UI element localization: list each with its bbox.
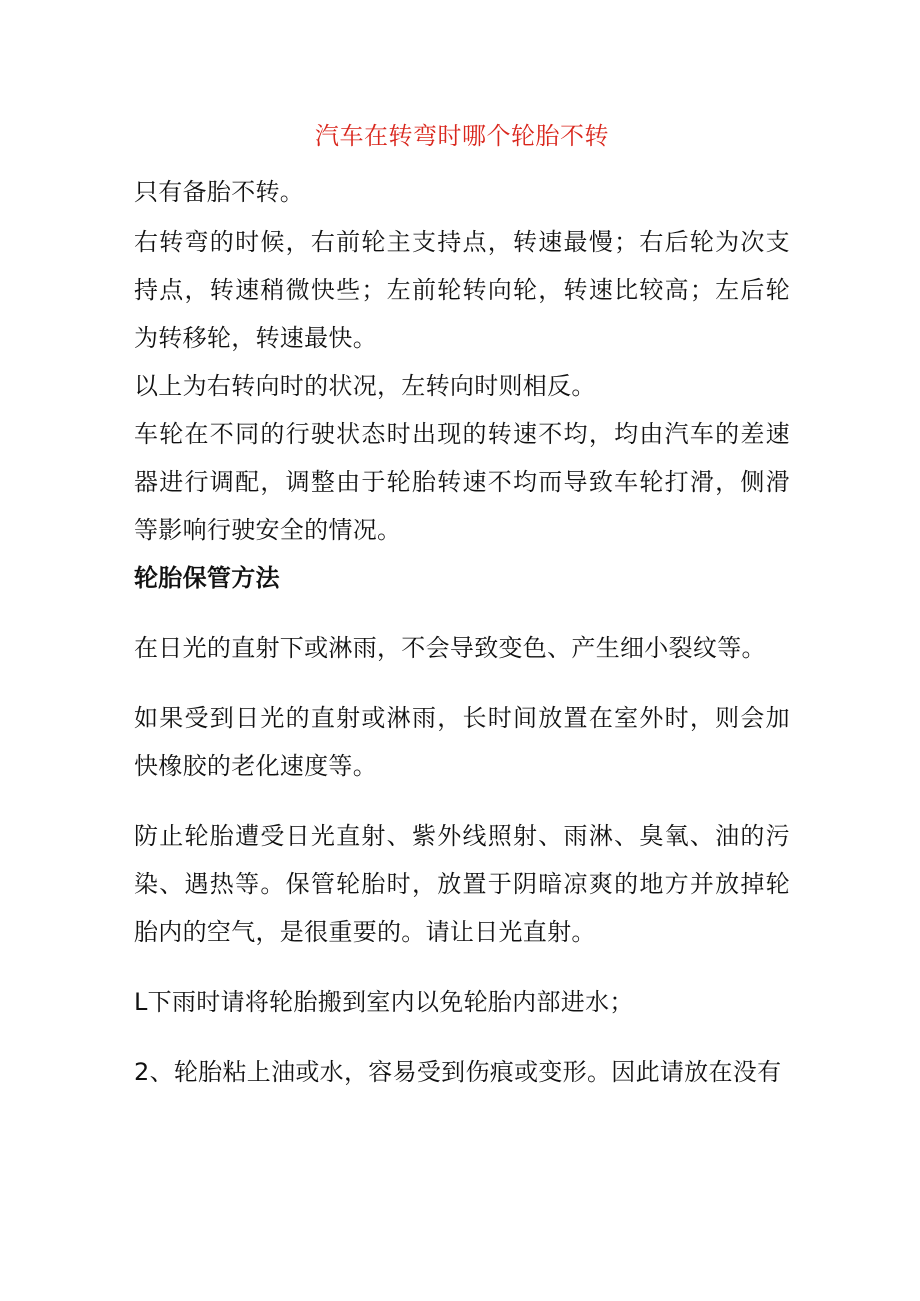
paragraph-protection: 防止轮胎遭受日光直射、紫外线照射、雨淋、臭氧、油的污染、遇热等。保管轮胎时，放置于阴暗凉爽的地方并放掉轮胎内的空气，是很重要的。请让日光直射。 <box>134 822 790 946</box>
paragraph-right-turn: 右转弯的时候，右前轮主支持点，转速最慢；右后轮为次支持点，转速稍微快些；左前轮转向轮，转速比较高；左后轮为转移轮，转速最快。 <box>134 228 790 352</box>
paragraph-aging: 如果受到日光的直射或淋雨，长时间放置在室外时，则会加快橡胶的老化速度等。 <box>134 704 790 780</box>
paragraph-spare-tire: 只有备胎不转。 <box>134 178 305 206</box>
document-content <box>134 116 790 1096</box>
section-heading: 轮胎保管方法 <box>134 564 280 592</box>
paragraph-left-turn: 以上为右转向时的状况，左转向时则相反。 <box>134 372 596 400</box>
document-title: 汽车在转弯时哪个轮胎不转 <box>315 122 609 150</box>
paragraph-differential: 车轮在不同的行驶状态时出现的转速不均，均由汽车的差速器进行调配，调整由于轮胎转速不均而导致车轮打滑，侧滑等影响行驶安全的情况。 <box>134 420 790 544</box>
paragraph-sunlight: 在日光的直射下或淋雨，不会导致变色、产生细小裂纹等。 <box>134 634 766 662</box>
paragraph-oil-water: 2、轮胎粘上油或水，容易受到伤痕或变形。因此请放在没有 <box>134 1058 782 1086</box>
paragraph-rain: L下雨时请将轮胎搬到室内以免轮胎内部进水； <box>134 988 634 1016</box>
